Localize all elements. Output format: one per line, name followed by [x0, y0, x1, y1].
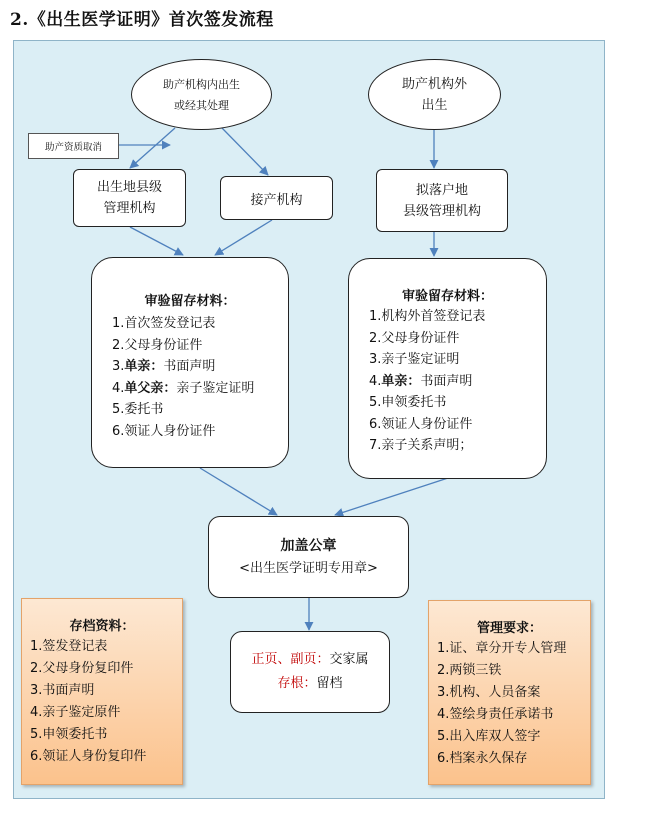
item-prefix: 1.机构外首签登记表 — [369, 309, 486, 324]
page-heading: 2.《出生医学证明》首次签发流程 — [10, 10, 274, 30]
seal-title: 加盖公章 — [280, 538, 337, 554]
material-item — [369, 414, 546, 436]
list-item: 5.出入库双人签字 — [437, 729, 541, 744]
delivery-institution-box: 接产机构 — [220, 176, 333, 220]
copies-value-2: 留档 — [316, 676, 343, 691]
panel-item-list — [112, 313, 288, 442]
material-item — [112, 378, 288, 400]
material-item — [369, 392, 546, 414]
oval-line-1: 助产机构内出生 — [163, 77, 240, 91]
item-prefix: 3.亲子鉴定证明 — [369, 352, 460, 367]
material-item — [112, 356, 288, 378]
item-text: 书面声明 — [420, 373, 473, 389]
item-prefix: 2.父母身份证件 — [112, 337, 203, 353]
item-text: 书面声明 — [163, 359, 216, 374]
item-prefix: 6.领证人身份证件 — [369, 416, 473, 432]
material-item — [112, 313, 288, 335]
item-prefix: 5.申领委托书 — [369, 395, 447, 410]
item-prefix: 4. — [112, 380, 125, 396]
archive-title: 存档资料： — [69, 619, 135, 634]
item-prefix: 3. — [112, 359, 125, 374]
seal-subtitle: <出生医学证明专用章> — [239, 561, 378, 576]
item-prefix: 1.首次签发登记表 — [112, 316, 216, 331]
materials-panel-left — [91, 257, 289, 468]
list-item: 2.父母身份复印件 — [30, 661, 134, 676]
item-prefix: 5.委托书 — [112, 402, 164, 417]
management-requirements-box — [428, 600, 591, 785]
panel-title: 审验留存材料： — [144, 294, 236, 309]
material-item — [369, 306, 546, 328]
materials-panel-right — [348, 258, 547, 479]
born-outside-institution-oval — [368, 59, 501, 130]
item-text: 亲子鉴定证明 — [176, 380, 255, 396]
box-line-2: 县级管理机构 — [402, 203, 481, 219]
material-item — [369, 435, 546, 457]
material-item — [369, 349, 546, 371]
item-prefix: 2.父母身份证件 — [369, 330, 460, 346]
list-item: 4.签绘身责任承诺书 — [437, 707, 554, 722]
list-item: 1.证、章分开专人管理 — [437, 641, 567, 656]
item-bold-label: 单亲： — [381, 373, 421, 389]
material-item — [369, 328, 546, 350]
panel-title: 审验留存材料： — [401, 289, 493, 304]
item-bold-label: 单父亲： — [124, 380, 177, 396]
copies-distribution-box — [230, 631, 390, 713]
oval-line-2: 出生 — [421, 97, 448, 113]
qualification-cancelled-note: 助产资质取消 — [28, 133, 119, 159]
archive-materials-box — [21, 598, 183, 785]
material-item — [112, 335, 288, 357]
official-seal-box — [208, 516, 409, 598]
material-item — [112, 399, 288, 421]
born-inside-institution-oval — [131, 59, 272, 130]
copies-label-2: 存根： — [277, 676, 317, 691]
item-prefix: 7.亲子关系声明； — [369, 438, 473, 453]
list-item: 6.领证人身份复印件 — [30, 749, 147, 764]
item-prefix: 6.领证人身份证件 — [112, 423, 216, 439]
list-item: 5.申领委托书 — [30, 727, 108, 742]
list-item: 1.签发登记表 — [30, 639, 108, 654]
archive-item-list — [30, 636, 182, 768]
list-item: 4.亲子鉴定原件 — [30, 705, 121, 720]
panel-item-list — [369, 306, 546, 457]
copies-label-1: 正页、副页： — [251, 652, 330, 667]
oval-line-2: 或经其处理 — [174, 98, 229, 112]
box-line-1: 出生地县级 — [96, 180, 162, 195]
material-item — [112, 421, 288, 443]
registry-county-agency-box — [376, 169, 508, 232]
birthplace-county-agency-box — [73, 169, 186, 227]
list-item: 2.两锁三铁 — [437, 663, 502, 678]
copies-line-1 — [251, 648, 368, 672]
list-item: 3.机构、人员备案 — [437, 685, 541, 700]
management-item-list — [437, 638, 590, 770]
box-line-1: 拟落户地 — [415, 182, 468, 198]
list-item: 3.书面声明 — [30, 683, 95, 698]
management-title: 管理要求： — [476, 621, 542, 636]
oval-line-1: 助产机构外 — [401, 76, 467, 92]
item-prefix: 4. — [369, 373, 382, 389]
material-item — [369, 371, 546, 393]
item-bold-label: 单亲： — [124, 359, 164, 374]
list-item: 6.档案永久保存 — [437, 751, 528, 766]
box-line-2: 管理机构 — [103, 201, 156, 216]
copies-value-1: 交家属 — [329, 652, 369, 667]
copies-line-2 — [277, 672, 342, 696]
